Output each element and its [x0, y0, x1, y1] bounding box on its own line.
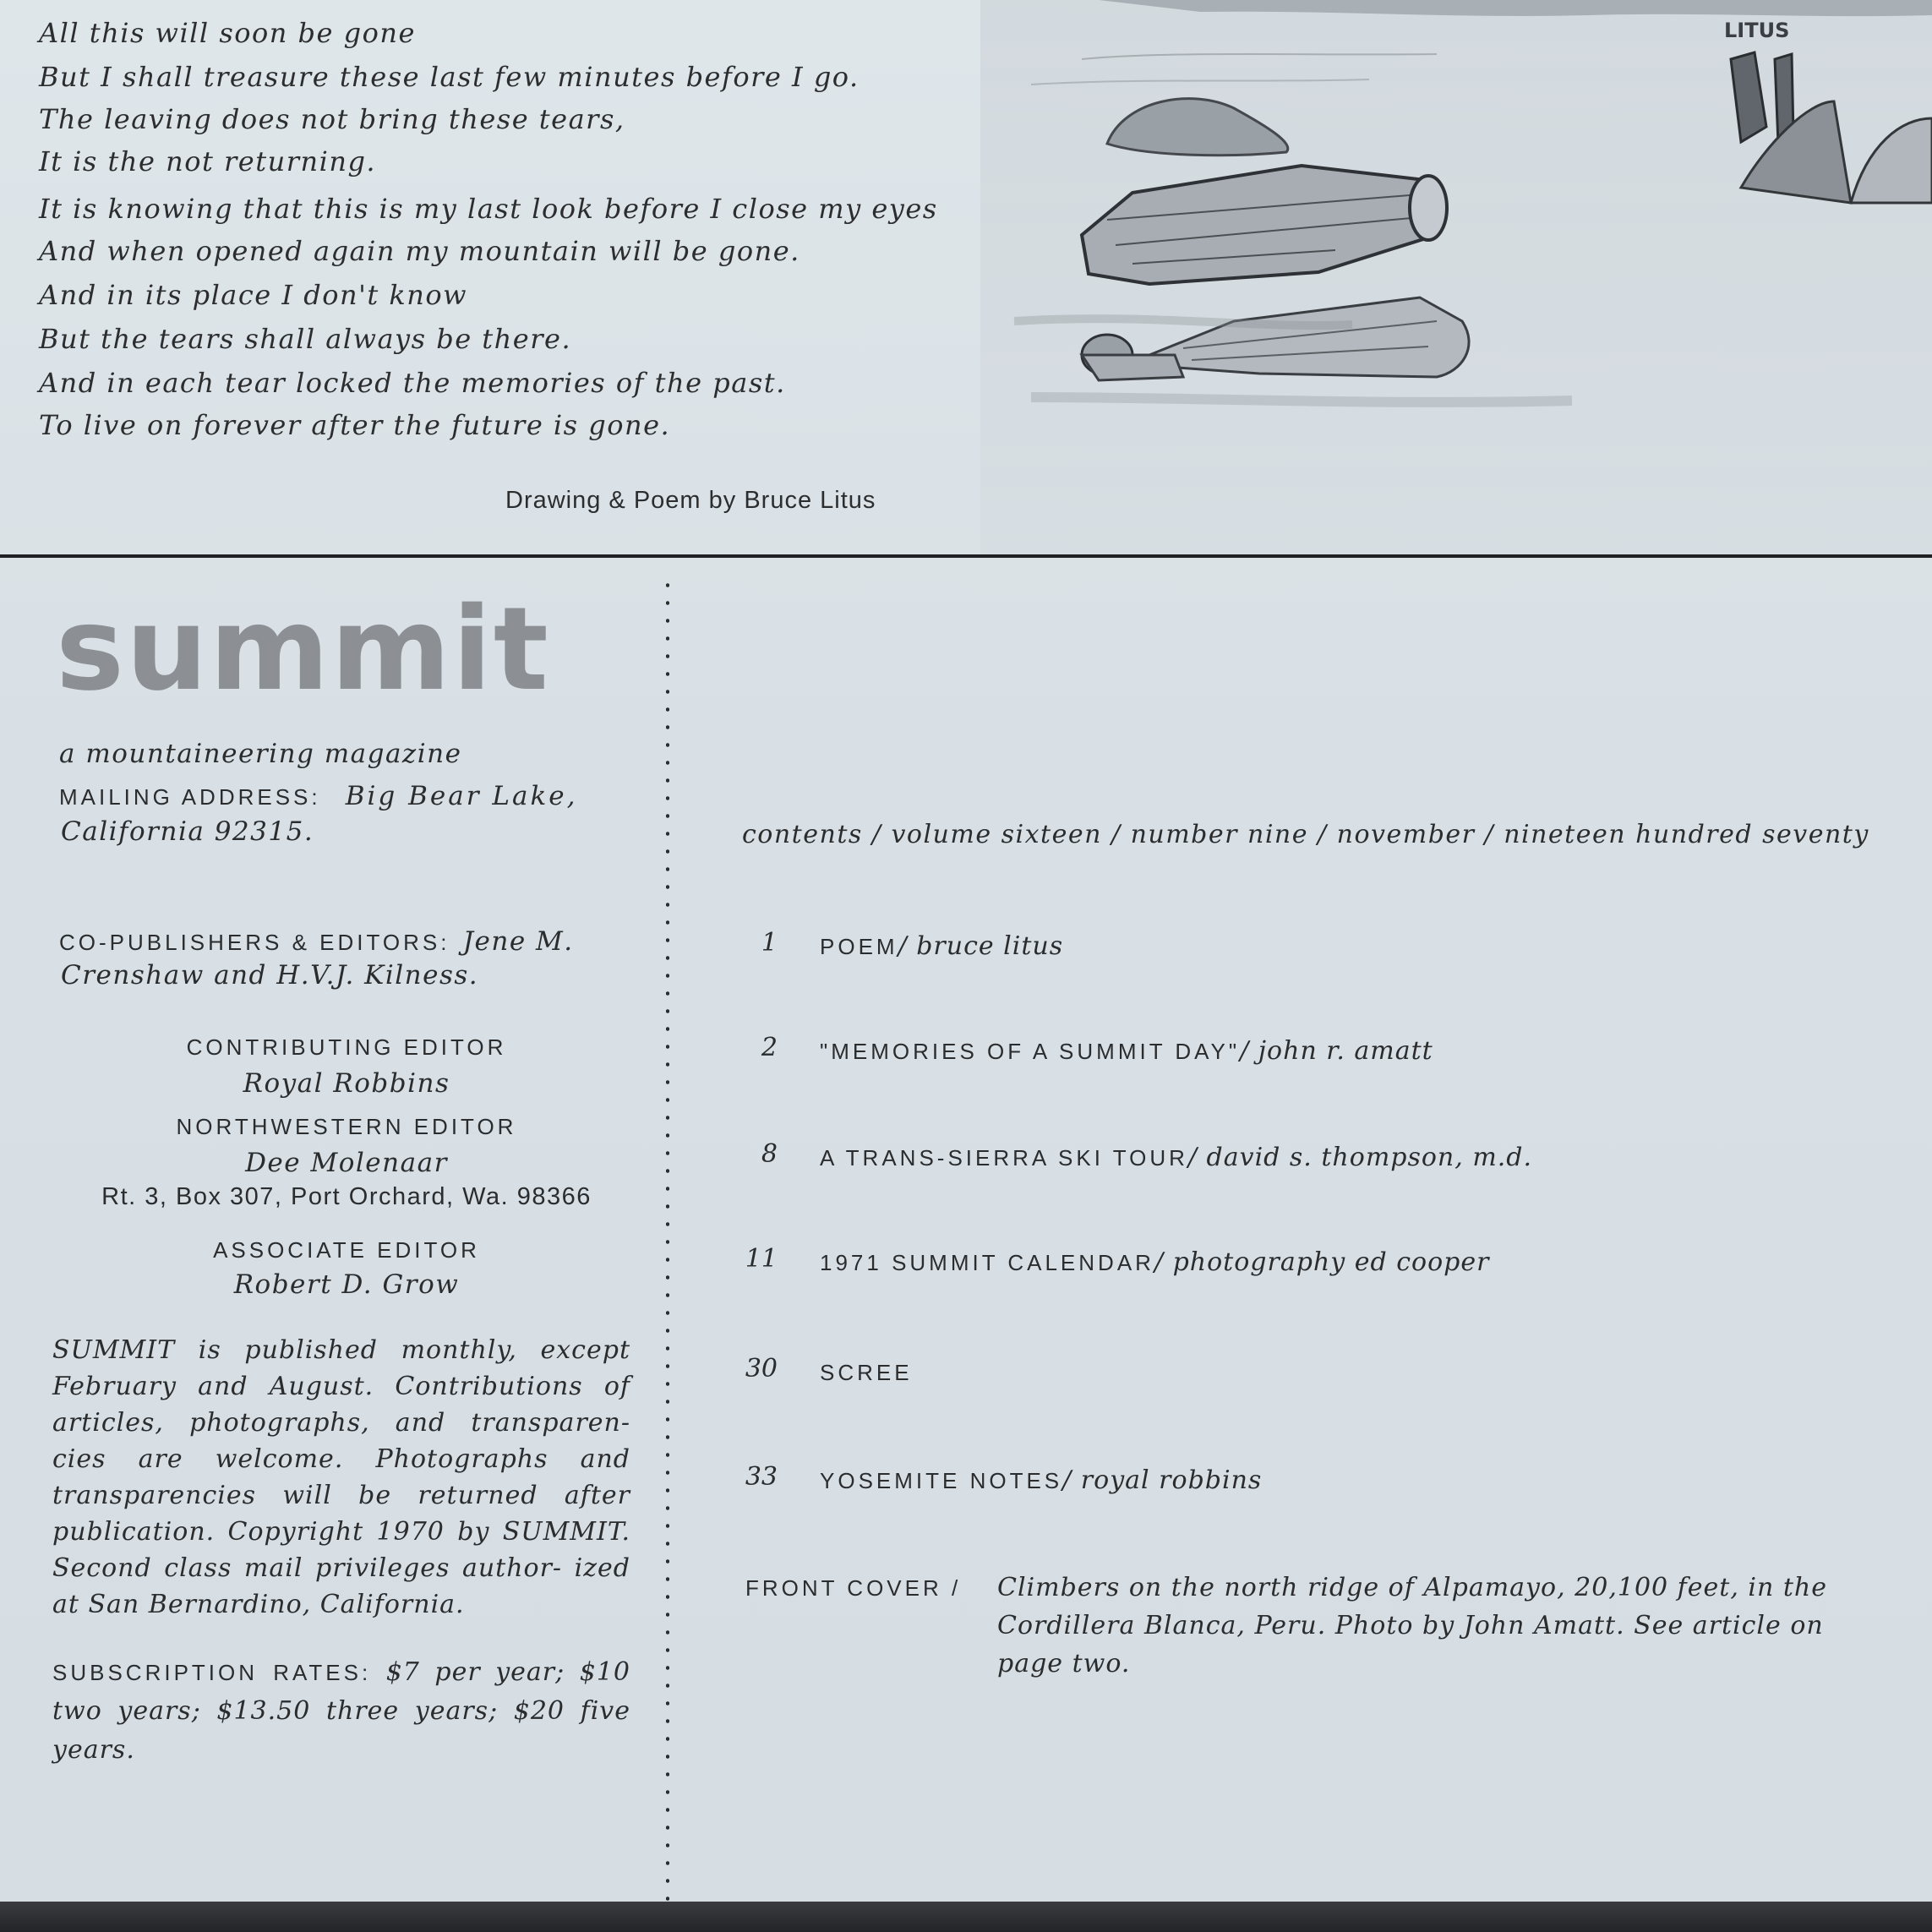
- subscription-rates: [52, 1653, 630, 1770]
- mailing-value: Big Bear Lake,: [345, 781, 578, 811]
- poem-line: But I shall treasure these last few minutes before I go.: [39, 61, 860, 93]
- contents-header: contents / volume sixteen / number nine / november / nineteen hundred seventy: [742, 820, 1869, 849]
- toc-item: [735, 1354, 1885, 1396]
- toc-item: [735, 1033, 1885, 1075]
- toc-author: / photography ed cooper: [1154, 1247, 1490, 1277]
- toc-item: [735, 1244, 1885, 1286]
- toc-title: [820, 1143, 1532, 1172]
- poem-line: And when opened again my mountain will be gone.: [39, 235, 800, 267]
- section-divider: [0, 554, 1932, 558]
- toc-title-text: POEM: [820, 934, 898, 959]
- toc-title: [820, 1036, 1433, 1066]
- poem-line: The leaving does not bring these tears,: [39, 103, 625, 135]
- northwestern-editor-address: Rt. 3, Box 307, Port Orchard, Wa. 98366: [101, 1183, 592, 1210]
- mailing-value-line2: California 92315.: [61, 816, 314, 847]
- associate-editor-name: Robert D. Grow: [233, 1269, 460, 1300]
- northwestern-editor-name: Dee Molenaar: [245, 1148, 448, 1178]
- poem-line: All this will soon be gone: [39, 17, 416, 49]
- toc-author: / david s. thompson, m.d.: [1187, 1143, 1533, 1172]
- toc-item: [735, 1462, 1885, 1504]
- poem-credit: Drawing & Poem by Bruce Litus: [505, 487, 876, 514]
- copublishers: [59, 926, 574, 957]
- toc-page-number: 1: [761, 928, 778, 958]
- toc-title: [820, 1357, 913, 1387]
- northwestern-editor-label: NORTHWESTERN EDITOR: [176, 1114, 517, 1139]
- toc-title: [820, 1465, 1262, 1495]
- toc-title-text: 1971 SUMMIT CALENDAR: [820, 1250, 1154, 1275]
- toc-page-number: 8: [761, 1139, 778, 1169]
- tagline: a mountaineering magazine: [59, 739, 462, 769]
- copub-value-line2: Crenshaw and H.V.J. Kilness.: [61, 960, 479, 991]
- poem-line: But the tears shall always be there.: [39, 323, 572, 355]
- front-cover-text: Climbers on the north ridge of Alpamayo, 20,100 feet, in the Cordillera Blanca, Peru. Photo by John Amatt. See article on page two.: [997, 1573, 1827, 1678]
- toc-title: [820, 1247, 1489, 1277]
- dotted-column-divider: [666, 576, 669, 1912]
- toc-page-number: 2: [761, 1033, 778, 1062]
- toc-author: / john r. amatt: [1240, 1036, 1433, 1066]
- summit-logo: summit: [56, 583, 550, 717]
- poem-line: It is the not returning.: [39, 145, 377, 177]
- poem-line: And in each tear locked the memories of the past.: [39, 367, 786, 399]
- toc-page-number: 33: [745, 1462, 778, 1492]
- toc-page-number: 11: [745, 1244, 778, 1274]
- poem-line: And in its place I don't know: [39, 279, 468, 311]
- toc-title-text: A TRANS-SIERRA SKI TOUR: [820, 1145, 1188, 1171]
- page-bottom-edge: [0, 1902, 1932, 1932]
- subscription-label: SUBSCRIPTION RATES:: [52, 1660, 372, 1685]
- mailing-address: [59, 781, 577, 811]
- toc-item: [735, 1139, 1885, 1182]
- contributing-editor-name: Royal Robbins: [243, 1068, 450, 1099]
- drawing-signature: LITUS: [1724, 19, 1790, 42]
- toc-author: / bruce litus: [898, 931, 1064, 961]
- publication-note: SUMMIT is published monthly, except February and August. Contributions of articles, photographs, and transparen- cies are welcome. Photographs and transparencies will be returned after publication. Copyright 1970 by SUMMIT. Second class mail privileges author- ized at San Bernardino, California.: [52, 1335, 630, 1619]
- mailing-label: MAILING ADDRESS:: [59, 784, 321, 810]
- copub-label: CO-PUBLISHERS & EDITORS:: [59, 930, 450, 955]
- poem-line: It is knowing that this is my last look before I close my eyes: [39, 193, 938, 225]
- toc-page-number: 30: [745, 1354, 778, 1384]
- toc-title: [820, 931, 1063, 961]
- copub-value: Jene M.: [462, 926, 574, 957]
- front-cover-label: FRONT COVER /: [745, 1575, 962, 1601]
- pencil-drawing: [980, 0, 1932, 558]
- contributing-editor-label: CONTRIBUTING EDITOR: [186, 1034, 507, 1060]
- toc-title-text: "MEMORIES OF A SUMMIT DAY": [820, 1039, 1241, 1064]
- associate-editor-label: ASSOCIATE EDITOR: [213, 1237, 480, 1263]
- toc-title-text: YOSEMITE NOTES: [820, 1468, 1063, 1493]
- toc-title-text: SCREE: [820, 1360, 913, 1385]
- toc-item: [735, 928, 1885, 970]
- subscription-value: $7 per year; $10 two years; $13.50 three years; $20 five years.: [52, 1657, 630, 1765]
- poem-line: To live on forever after the future is gone.: [39, 409, 671, 441]
- toc-author: / royal robbins: [1062, 1465, 1263, 1495]
